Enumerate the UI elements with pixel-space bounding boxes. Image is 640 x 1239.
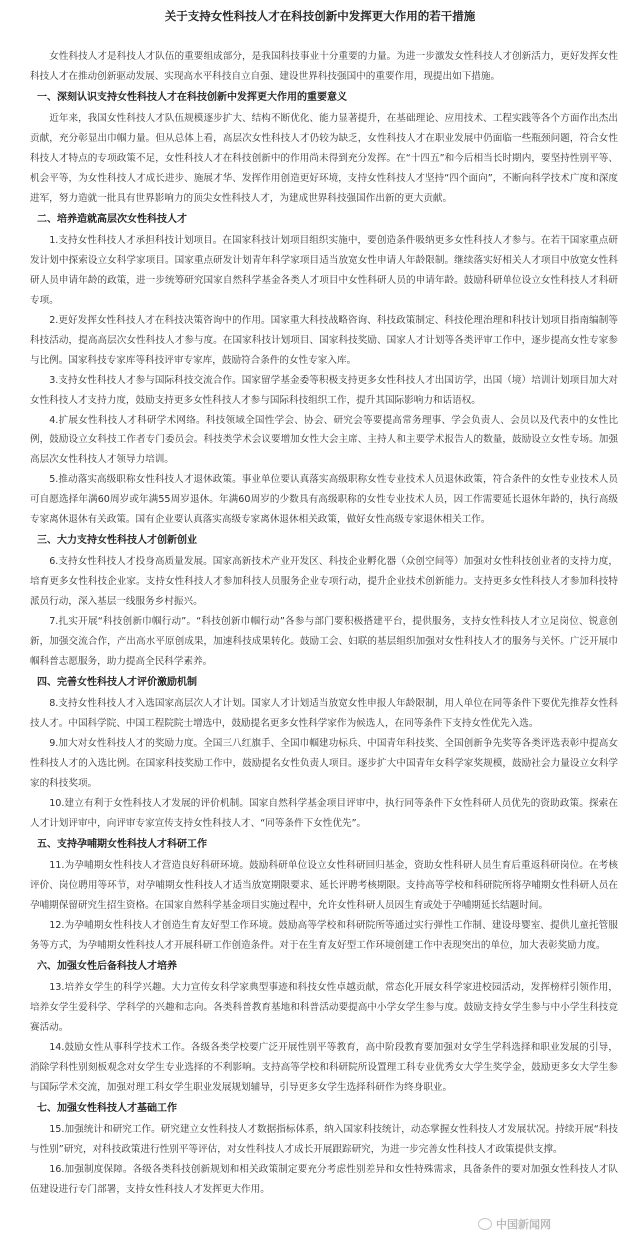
measure-paragraph: 10.建立有利于女性科技人才发展的评价机制。国家自然科学基金项目评审中，执行同等条件下女性科研人员优先的资助政策。探索在人才计划评审中，向评审专家宣传支持女性科技人才、“同等条件下女性优先”。 [30, 797, 618, 829]
measure-paragraph: 12.为孕哺期女性科技人才创造生育友好型工作环境。鼓励高等学校和科研院所等通过实行弹性工作制、建设母婴室、提供儿童托管服务等方式，为孕哺期女性科技人才开展科研工作创造条件。对于在生育友好型工作环境创建工作中表现突出的单位，加大表彰奖励力度。 [30, 919, 618, 951]
section-heading: 四、完善女性科技人才评价激励机制 [37, 676, 197, 688]
section-6 [30, 956, 618, 1098]
measure-paragraph: 11.为孕哺期女性科技人才营造良好科研环境。鼓励科研单位设立女性科研回归基金，资助女性科研人员生育后重返科研岗位。在考核评价、岗位聘用等环节，对孕哺期女性科技人才适当放宽期限要求、延长评聘考核期限。支持高等学校和科研院所将孕哺期女性科研人员在孕哺期保留研究生招生资格。在国家自然科学基金项目实施过程中，允许女性科研人员因生育或处于孕哺期延长结题时间。 [30, 860, 618, 912]
document-body [30, 47, 618, 1200]
measure-paragraph: 15.加强统计和研究工作。研究建立女性科技人才数据指标体系，纳入国家科技统计，动态掌握女性科技人才发展状况。持续开展“科技与性别”研究，对科技政策进行性别平等评估，对女性科技人才成长开展跟踪研究，为进一步完善女性科技人才政策提供支撑。 [30, 1124, 618, 1156]
measure-paragraph: 4.扩展女性科技人才科研学术网络。科技领域全国性学会、协会、研究会等要提高常务理事、学会负责人、会员以及代表中的女性比例，鼓励设立女科技工作者专门委员会。科技类学术会议要增加女性大会主席、主持人和主要学术报告人的数量，鼓励设立女性专场。加强高层次女性科技人才领导力培训。 [30, 414, 618, 466]
measure-paragraph: 5.推动落实高级职称女性科技人才退休政策。事业单位要认真落实高级职称女性专业技术人员退休政策，符合条件的女性专业技术人员可自愿选择年满60周岁或年满55周岁退休。年满60周岁的少数具有高级职称的女性专业技术人员，因工作需要延长退休年龄的，执行高级专家离休退休有关政策。国有企业要认真落实高级专家离休退休相关政策，做好女性高级专家退休相关工作。 [30, 474, 618, 526]
section-7 [30, 1098, 618, 1200]
watermark-text: 中国新闻网 [496, 1218, 551, 1231]
section-heading: 七、加强女性科技人才基础工作 [37, 1102, 177, 1114]
measure-paragraph: 8.支持女性科技人才入选国家高层次人才计划。国家人才计划适当放宽女性申报人年龄限制，用人单位在同等条件下要优先推荐女性科技人才。中国科学院、中国工程院院士增选中，鼓励提名更多女性科学家作为候选人，在同等条件下支持女性优先入选。 [30, 698, 618, 730]
section-heading: 三、大力支持女性科技人才创新创业 [37, 534, 197, 546]
section-heading: 六、加强女性后备科技人才培养 [37, 960, 177, 972]
section-paragraph: 近年来，我国女性科技人才队伍规模逐步扩大、结构不断优化、能力显著提升，在基础理论、应用技术、工程实践等各个方面作出杰出贡献，充分彰显出巾帼力量。但从总体上看，高层次女性科技人才仍较为缺乏，女性科技人才在职业发展中仍面临一些瓶颈问题，符合女性科技人才特点的专项政策不足，女性科技人才在科技创新中的作用尚未得到充分发挥。在“十四五”和今后相当长时期内，要坚持性别平等、机会平等，为女性科技人才成长进步、施展才华、发挥作用创造更好环境，支持女性科技人才坚持“四个面向”，不断向科学技术广度和深度进军，努力造就一批具有世界影响力的顶尖女性科技人才，为建成世界科技强国作出新的更大贡献。 [30, 113, 618, 204]
measure-paragraph: 2.更好发挥女性科技人才在科技决策咨询中的作用。国家重大科技战略咨询、科技政策制定、科技伦理治理和科技计划项目指南编制等科技活动，提高高层次女性科技人才参与度。在国家科技计划项目、国家科技奖励、国家人才计划等各类评审工作中，逐步提高女性专家参与比例。国家科技专家库等科技评审专家库，鼓励符合条件的女性专家入库。 [30, 314, 618, 366]
intro-paragraph: 女性科技人才是科技人才队伍的重要组成部分，是我国科技事业十分重要的力量。为进一步激发女性科技人才创新活力，更好发挥女性科技人才在推动创新驱动发展、实现高水平科技自立自强、建设世界科技强国中的重要作用，现提出如下措施。 [30, 51, 618, 82]
measure-paragraph: 3.支持女性科技人才参与国际科技交流合作。国家留学基金委等积极支持更多女性科技人才出国访学，出国（境）培训计划项目加大对女性科技人才支持力度，鼓励支持更多女性科技人才参与国际科技组织工作，提升其国际影响力和话语权。 [30, 374, 618, 406]
section-1 [30, 87, 618, 209]
section-heading: 一、深刻认识支持女性科技人才在科技创新中发挥更大作用的重要意义 [37, 91, 347, 103]
section-5 [30, 834, 618, 956]
measure-paragraph: 9.加大对女性科技人才的奖励力度。全国三八红旗手、全国巾帼建功标兵、中国青年科技奖、全国创新争先奖等各类评选表彰中提高女性科技人才的入选比例。在国家科技奖励工作中，鼓励提名女性负责人项目。逐步扩大中国青年女科学家奖规模，鼓励社会力量设立女科学家的科技奖项。 [30, 738, 618, 789]
measure-paragraph: 7.扎实开展“科技创新巾帼行动”。“科技创新巾帼行动”各参与部门要积极搭建平台，提供服务，支持女性科技人才立足岗位、锐意创新，加强交流合作，产出高水平原创成果，加速科技成果转化。鼓励工会、妇联的基层组织加强对女性科技人才的服务与关怀。广泛开展巾帼科普志愿服务，助力提高全民科学素养。 [30, 616, 618, 667]
section-heading: 二、培养造就高层次女性科技人才 [37, 213, 187, 225]
section-3 [30, 530, 618, 672]
measure-paragraph: 1.支持女性科技人才承担科技计划项目。在国家科技计划项目组织实施中，要创造条件吸纳更多女性科技人才参与。在若干国家重点研发计划中探索设立女科学家项目。国家重点研发计划青年科学家项目适当放宽女性申请人年龄限制。继续落实好相关人才项目中放宽女性科研人员申请年龄的政策，进一步统筹研究国家自然科学基金各类人才项目中女性科研人员的申请年龄。鼓励科研单位设立女性科技人才科研专项。 [30, 235, 618, 307]
weibo-icon [478, 1218, 492, 1230]
measure-paragraph: 6.支持女性科技人才投身高质量发展。国家高新技术产业开发区、科技企业孵化器（众创空间等）加强对女性科技创业者的支持力度，培育更多女性科技企业家。支持女性科技人才参加科技人员服务企业专项行动，提升企业技术创新能力。支持更多女性科技人才参加科技特派员行动，深入基层一线服务乡村振兴。 [30, 556, 618, 608]
source-watermark [478, 1218, 551, 1232]
measure-paragraph: 14.鼓励女性从事科学技术工作。各级各类学校要广泛开展性别平等教育，高中阶段教育要加强对女学生学科选择和职业发展的引导，消除学科性别刻板观念对女学生专业选择的不利影响。支持高等学校和科研院所设置理工科专业优秀女大学生奖学金，鼓励更多女大学生参与国际学术交流，加强对理工科女学生职业发展规划辅导，引导更多女学生选择科研作为终身职业。 [30, 1041, 618, 1093]
section-heading: 五、支持孕哺期女性科技人才科研工作 [37, 838, 207, 850]
document-title: 关于支持女性科技人才在科技创新中发挥更大作用的若干措施 [164, 9, 476, 23]
section-4 [30, 672, 618, 834]
section-2 [30, 209, 618, 530]
measure-paragraph: 16.加强制度保障。各级各类科技创新规划和相关政策制定要充分考虑性别差异和女性特殊需求，具备条件的要对加强女性科技人才队伍建设进行专门部署，支持女性科技人才发挥更大作用。 [30, 1164, 618, 1195]
measure-paragraph: 13.培养女学生的科学兴趣。大力宣传女科学家典型事迹和科技女性卓越贡献，常态化开展女科学家进校园活动，发挥榜样引领作用，培养女学生爱科学、学科学的兴趣和志向。各类科普教育基地和科普活动要提高中小学女学生参与度。鼓励支持女学生参与中小学生科技竞赛活动。 [30, 982, 618, 1034]
